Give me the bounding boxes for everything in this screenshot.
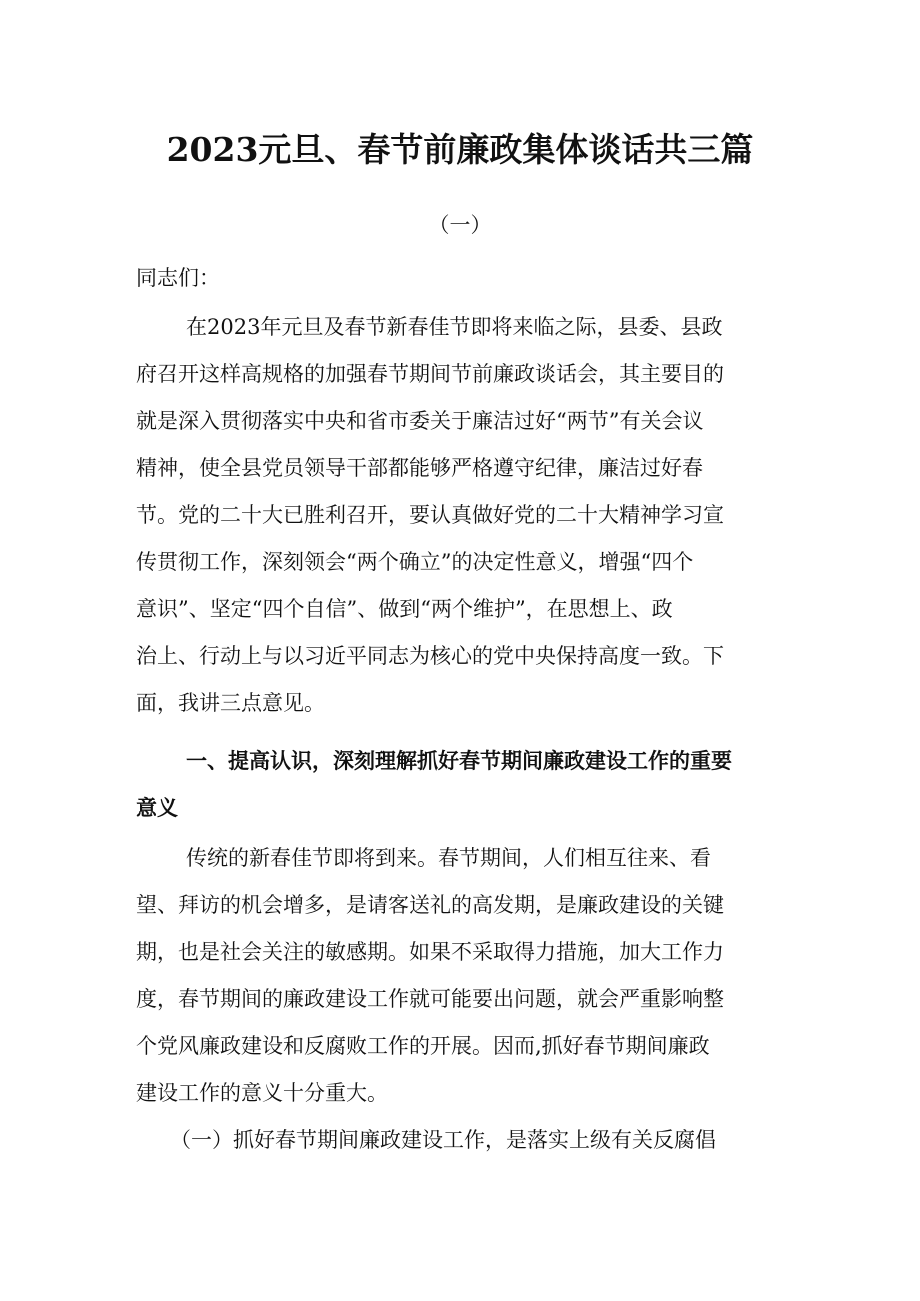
paragraph-line: 精神，使全县党员领导干部都能够严格遵守纪律，廉洁过好春: [136, 456, 703, 480]
paragraph-line: 望、拜访的机会增多，是请客送礼的高发期，是廉政建设的关键: [136, 893, 724, 917]
paragraph-line: 节。党的二十大已胜利召开，要认真做好党的二十大精神学习宣: [136, 503, 724, 527]
section-heading: 意义: [136, 795, 178, 820]
paragraph-line: 在2023年元旦及春节新春佳节即将来临之际，县委、县政: [186, 315, 723, 339]
paragraph-line: 建设工作的意义十分重大。: [136, 1081, 388, 1105]
paragraph-line: 就是深入贯彻落实中央和省市委关于廉洁过好“两节”有关会议: [136, 409, 704, 433]
paragraph-line: 传贯彻工作，深刻领会“两个确立”的决定性意义，增强“四个: [136, 550, 694, 574]
paragraph-line: 府召开这样高规格的加强春节期间节前廉政谈话会，其主要目的: [136, 362, 724, 386]
paragraph-line: 度，春节期间的廉政建设工作就可能要出问题，就会严重影响整: [136, 987, 724, 1011]
section-number: （一）: [428, 213, 492, 237]
paragraph-line: 面，我讲三点意见。: [136, 691, 325, 715]
greeting: 同志们：: [136, 266, 220, 290]
section-heading: 一、提高认识，深刻理解抓好春节期间廉政建设工作的重要: [186, 748, 732, 773]
document-title: 2023元旦、春节前廉政集体谈话共三篇: [166, 130, 754, 169]
paragraph-line: 个党风廉政建设和反腐败工作的开展。因而,抓好春节期间廉政: [136, 1034, 710, 1058]
paragraph-line: （一）抓好春节期间廉政建设工作，是落实上级有关反腐倡: [170, 1128, 716, 1152]
paragraph-line: 传统的新春佳节即将到来。春节期间，人们相互往来、看: [186, 846, 711, 870]
paragraph-line: 期，也是社会关注的敏感期。如果不采取得力措施，加大工作力: [136, 940, 724, 964]
paragraph-line: 治上、行动上与以习近平同志为核心的党中央保持高度一致。下: [136, 644, 724, 668]
paragraph-line: 意识”、坚定“四个自信”、做到“两个维护”，在思想上、政: [136, 597, 673, 621]
